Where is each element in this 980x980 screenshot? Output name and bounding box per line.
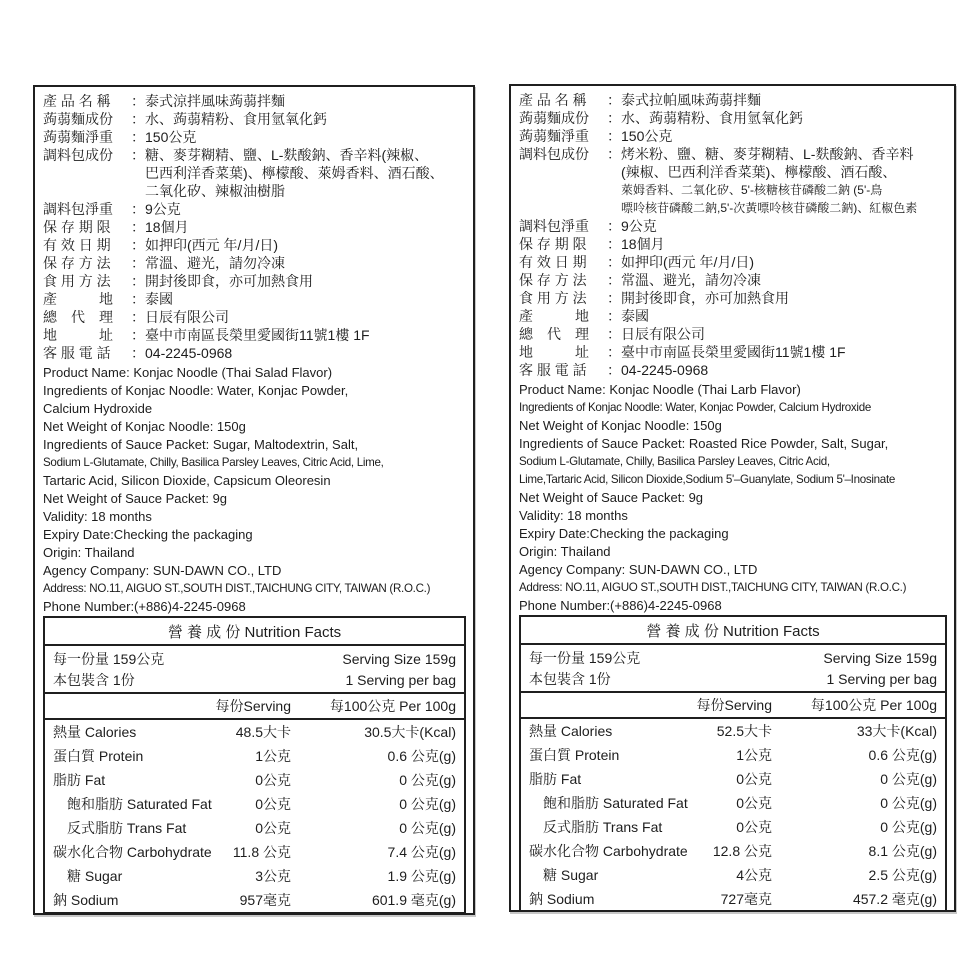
nutrient-name: 蛋白質 Protein bbox=[53, 748, 144, 764]
info-separator: ： bbox=[131, 219, 145, 235]
nutrient-name: 反式脂肪 Trans Fat bbox=[67, 820, 187, 836]
info-separator: ： bbox=[607, 218, 621, 234]
product-info-en bbox=[519, 381, 950, 615]
info-value-line: 二氧化矽、辣椒油樹脂 bbox=[145, 183, 285, 199]
info-label: 產 品 名 稱 bbox=[43, 93, 111, 109]
nutrition-row bbox=[45, 840, 464, 864]
info-line-en: Validity: 18 months bbox=[519, 508, 628, 523]
nutrient-per-serving: 0公克 bbox=[255, 820, 291, 836]
nutrient-per-100g: 1.9 公克(g) bbox=[387, 868, 456, 884]
info-row bbox=[43, 128, 469, 146]
nutrition-facts-table bbox=[43, 616, 466, 914]
nutrient-per-serving: 1公克 bbox=[255, 748, 291, 764]
info-row bbox=[43, 218, 469, 236]
info-label: 調料包成份 bbox=[519, 146, 589, 162]
info-value bbox=[621, 343, 950, 361]
nutrition-row bbox=[45, 816, 464, 840]
nutrition-row bbox=[521, 887, 945, 911]
nutrition-column-headers bbox=[45, 694, 464, 720]
info-value-line: 如押印(西元 年/月/日) bbox=[145, 237, 278, 253]
nutrition-serving-row bbox=[521, 647, 945, 668]
info-separator: ： bbox=[607, 326, 621, 342]
info-value-line: 日辰有限公司 bbox=[621, 326, 705, 342]
nutrition-serving-block bbox=[45, 646, 464, 694]
info-row bbox=[43, 146, 469, 200]
info-line-en: Net Weight of Konjac Noodle: 150g bbox=[519, 418, 722, 433]
info-row bbox=[43, 272, 469, 290]
info-value bbox=[621, 361, 950, 379]
info-line-en: Expiry Date:Checking the packaging bbox=[519, 526, 729, 541]
nutrient-per-serving: 727毫克 bbox=[720, 891, 772, 907]
info-row bbox=[519, 217, 950, 235]
info-value-line: 水、蒟蒻精粉、食用氫氧化鈣 bbox=[145, 111, 327, 127]
serving-label-en: Serving Size 159g bbox=[342, 650, 456, 667]
info-value-line: 常溫、避光，請勿冷凍 bbox=[621, 272, 761, 288]
nutrient-per-100g: 601.9 毫克(g) bbox=[371, 892, 456, 908]
info-line-en: Origin: Thailand bbox=[519, 544, 611, 559]
nutrition-row bbox=[45, 792, 464, 816]
info-row bbox=[43, 326, 469, 344]
nutrient-per-100g: 0 公克(g) bbox=[880, 819, 937, 835]
info-label: 保 存 期 限 bbox=[519, 236, 587, 252]
info-label: 保 存 期 限 bbox=[43, 219, 111, 235]
info-label: 調料包淨重 bbox=[519, 218, 589, 234]
info-row bbox=[519, 235, 950, 253]
info-label: 客 服 電 話 bbox=[519, 362, 587, 378]
info-separator: ： bbox=[607, 128, 621, 144]
info-separator: ： bbox=[607, 362, 621, 378]
info-row bbox=[43, 290, 469, 308]
nutrition-row bbox=[45, 720, 464, 744]
nutrient-per-serving: 52.5大卡 bbox=[716, 723, 772, 739]
nutrition-title: 營 養 成 份 Nutrition Facts bbox=[521, 617, 945, 645]
info-line-en: Net Weight of Konjac Noodle: 150g bbox=[43, 419, 246, 434]
info-value-line: 泰國 bbox=[145, 291, 173, 307]
nutrient-per-serving: 4公克 bbox=[736, 867, 772, 883]
nutrition-column-headers bbox=[521, 693, 945, 719]
nutrient-name: 碳水化合物 Carbohydrate bbox=[529, 843, 688, 859]
info-value-line: 18個月 bbox=[621, 236, 665, 252]
info-value bbox=[145, 308, 469, 326]
info-label: 蒟蒻麵淨重 bbox=[43, 129, 113, 145]
nutrient-name: 熱量 Calories bbox=[53, 724, 137, 740]
info-row bbox=[43, 308, 469, 326]
info-value bbox=[145, 236, 469, 254]
nutrition-title: 營 養 成 份 Nutrition Facts bbox=[45, 618, 464, 646]
nutrition-row bbox=[521, 839, 945, 863]
info-separator: ： bbox=[607, 254, 621, 270]
info-value bbox=[145, 92, 469, 110]
info-line-en: Agency Company: SUN-DAWN CO., LTD bbox=[43, 563, 282, 578]
info-separator: ： bbox=[131, 129, 145, 145]
info-line-en: Agency Company: SUN-DAWN CO., LTD bbox=[519, 562, 758, 577]
nutrient-per-serving: 957毫克 bbox=[239, 892, 291, 908]
info-line-en: Phone Number:(+886)4-2245-0968 bbox=[519, 598, 722, 613]
info-separator: ： bbox=[607, 290, 621, 306]
info-line-en: Ingredients of Sauce Packet: Roasted Rice Powder, Salt, Sugar, bbox=[519, 436, 889, 451]
nutrient-per-100g: 0 公克(g) bbox=[399, 820, 456, 836]
info-value bbox=[145, 254, 469, 272]
serving-label-en: 1 Serving per bag bbox=[345, 671, 456, 688]
nutrient-per-100g: 0.6 公克(g) bbox=[868, 747, 937, 763]
info-separator: ： bbox=[131, 147, 145, 163]
info-line-en: Origin: Thailand bbox=[43, 545, 135, 560]
info-separator: ： bbox=[131, 237, 145, 253]
info-value-line: 臺中市南區長榮里愛國街11號1樓 1F bbox=[145, 327, 370, 343]
info-line-en: Address: NO.11, AIGUO ST.,SOUTH DIST.,TAICHUNG CITY, TAIWAN (R.O.C.) bbox=[43, 582, 431, 595]
info-value bbox=[145, 290, 469, 308]
info-value-line: 水、蒟蒻精粉、食用氫氧化鈣 bbox=[621, 110, 803, 126]
info-label: 客 服 電 話 bbox=[43, 345, 111, 361]
info-value bbox=[145, 326, 469, 344]
info-value bbox=[621, 91, 950, 109]
info-value-line: 巴西利洋香菜葉)、檸檬酸、萊姆香料、酒石酸、 bbox=[145, 165, 444, 181]
nutrient-name: 脂肪 Fat bbox=[529, 771, 582, 787]
info-value bbox=[621, 127, 950, 145]
info-value bbox=[621, 145, 950, 217]
info-value-line: 嘌呤核苷磷酸二鈉,5'-次黃嘌呤核苷磷酸二鈉)、紅椒色素 bbox=[621, 201, 918, 215]
nutrient-per-serving: 48.5大卡 bbox=[235, 724, 291, 740]
info-line-en: Ingredients of Konjac Noodle: Water, Konjac Powder, Calcium Hydroxide bbox=[519, 401, 871, 414]
info-separator: ： bbox=[131, 291, 145, 307]
info-row bbox=[43, 344, 469, 362]
info-label: 產 地 bbox=[519, 308, 589, 324]
nutrient-name: 鈉 Sodium bbox=[529, 891, 595, 907]
nutrition-serving-row bbox=[45, 669, 464, 690]
info-line-en: Lime,Tartaric Acid, Silicon Dioxide,Sodium 5'–Guanylate, Sodium 5'–Inosinate bbox=[519, 473, 896, 486]
info-value bbox=[145, 344, 469, 362]
info-line-en: Net Weight of Sauce Packet: 9g bbox=[43, 491, 228, 506]
col-header-per-serving: 每份Serving bbox=[215, 698, 291, 714]
nutrient-per-100g: 7.4 公克(g) bbox=[387, 844, 456, 860]
nutrition-row bbox=[521, 863, 945, 887]
info-row bbox=[519, 343, 950, 361]
nutrient-per-serving: 1公克 bbox=[736, 747, 772, 763]
info-value-line: 9公克 bbox=[621, 218, 657, 234]
nutrient-name: 鈉 Sodium bbox=[53, 892, 119, 908]
info-value-line: 9公克 bbox=[145, 201, 181, 217]
info-separator: ： bbox=[131, 345, 145, 361]
info-label: 地 址 bbox=[519, 344, 589, 360]
nutrient-per-100g: 0 公克(g) bbox=[880, 795, 937, 811]
info-value bbox=[621, 307, 950, 325]
info-row bbox=[519, 361, 950, 379]
nutrient-per-serving: 0公克 bbox=[736, 819, 772, 835]
nutrient-per-100g: 2.5 公克(g) bbox=[868, 867, 937, 883]
info-row bbox=[519, 253, 950, 271]
nutrition-row bbox=[45, 864, 464, 888]
nutrient-name: 碳水化合物 Carbohydrate bbox=[53, 844, 212, 860]
info-separator: ： bbox=[131, 111, 145, 127]
info-separator: ： bbox=[607, 110, 621, 126]
info-separator: ： bbox=[607, 272, 621, 288]
info-value bbox=[145, 272, 469, 290]
info-separator: ： bbox=[131, 201, 145, 217]
info-row bbox=[519, 325, 950, 343]
info-line-en: Net Weight of Sauce Packet: 9g bbox=[519, 490, 704, 505]
nutrient-per-100g: 0 公克(g) bbox=[880, 771, 937, 787]
serving-label-en: Serving Size 159g bbox=[823, 649, 937, 666]
info-separator: ： bbox=[131, 309, 145, 325]
info-row bbox=[43, 236, 469, 254]
nutrient-per-100g: 30.5大卡(Kcal) bbox=[364, 724, 456, 740]
nutrition-serving-row bbox=[521, 668, 945, 689]
nutrient-name: 蛋白質 Protein bbox=[529, 747, 620, 763]
info-value-line: 150公克 bbox=[145, 129, 197, 145]
info-label: 產 品 名 稱 bbox=[519, 92, 587, 108]
info-row bbox=[519, 127, 950, 145]
nutrient-per-serving: 0公克 bbox=[255, 796, 291, 812]
info-value bbox=[145, 200, 469, 218]
product-info-en bbox=[43, 364, 469, 616]
nutrition-row bbox=[45, 744, 464, 768]
info-line-en: Ingredients of Sauce Packet: Sugar, Maltodextrin, Salt, bbox=[43, 437, 359, 452]
info-separator: ： bbox=[131, 93, 145, 109]
info-line-en: Tartaric Acid, Silicon Dioxide, Capsicum Oleoresin bbox=[43, 473, 331, 488]
info-label: 蒟蒻麵成份 bbox=[43, 111, 113, 127]
info-label: 地 址 bbox=[43, 327, 113, 343]
info-label: 調料包淨重 bbox=[43, 201, 113, 217]
nutrient-per-100g: 0.6 公克(g) bbox=[387, 748, 456, 764]
info-row bbox=[519, 289, 950, 307]
info-value bbox=[145, 128, 469, 146]
nutrient-per-serving: 0公克 bbox=[736, 795, 772, 811]
info-value-line: 18個月 bbox=[145, 219, 189, 235]
info-value bbox=[145, 218, 469, 236]
info-line-en: Validity: 18 months bbox=[43, 509, 152, 524]
nutrition-row bbox=[521, 815, 945, 839]
info-line-en: Phone Number:(+886)4-2245-0968 bbox=[43, 599, 246, 614]
info-value-line: (辣椒、巴西利洋香菜葉)、檸檬酸、酒石酸、 bbox=[621, 164, 897, 180]
nutrient-name: 糖 Sugar bbox=[67, 868, 123, 884]
info-separator: ： bbox=[131, 255, 145, 271]
nutrition-row bbox=[45, 888, 464, 912]
info-value-line: 04-2245-0968 bbox=[621, 362, 709, 378]
nutrition-row bbox=[521, 767, 945, 791]
info-row bbox=[43, 92, 469, 110]
nutrient-per-100g: 33大卡(Kcal) bbox=[856, 723, 937, 739]
product-label-panel-thai-larb bbox=[509, 84, 956, 912]
nutrient-per-100g: 0 公克(g) bbox=[399, 796, 456, 812]
nutrient-per-100g: 8.1 公克(g) bbox=[868, 843, 937, 859]
nutrient-per-serving: 12.8 公克 bbox=[712, 843, 772, 859]
info-value bbox=[621, 325, 950, 343]
nutrient-name: 反式脂肪 Trans Fat bbox=[543, 819, 663, 835]
product-label-panel-thai-salad bbox=[33, 85, 475, 915]
nutrition-row bbox=[521, 743, 945, 767]
info-line-en: Sodium L-Glutamate, Chilly, Basilica Parsley Leaves, Citric Acid, Lime, bbox=[43, 456, 384, 469]
info-line-en: Sodium L-Glutamate, Chilly, Basilica Parsley Leaves, Citric Acid, bbox=[519, 455, 830, 468]
info-separator: ： bbox=[131, 327, 145, 343]
nutrient-per-serving: 11.8 公克 bbox=[232, 844, 291, 860]
col-header-per-100g: 每100公克 Per 100g bbox=[810, 697, 937, 713]
info-label: 總 代 理 bbox=[43, 309, 113, 325]
info-value bbox=[145, 110, 469, 128]
info-line-en: Product Name: Konjac Noodle (Thai Salad Flavor) bbox=[43, 365, 333, 380]
info-row bbox=[519, 109, 950, 127]
info-value bbox=[145, 146, 469, 200]
info-value-line: 日辰有限公司 bbox=[145, 309, 229, 325]
info-value-line: 150公克 bbox=[621, 128, 673, 144]
col-header-per-serving: 每份Serving bbox=[696, 697, 772, 713]
info-value bbox=[621, 253, 950, 271]
info-label: 調料包成份 bbox=[43, 147, 113, 163]
info-line-en: Calcium Hydroxide bbox=[43, 401, 153, 416]
serving-label-zh: 每一份量 159公克 bbox=[53, 650, 165, 667]
serving-label-zh: 本包裝含 1份 bbox=[529, 670, 611, 687]
info-value-line: 開封後即食，亦可加熱食用 bbox=[621, 290, 789, 306]
info-value-line: 如押印(西元 年/月/日) bbox=[621, 254, 754, 270]
info-value-line: 萊姆香料、二氧化矽、5'-核糖核苷磷酸二鈉 (5'-鳥 bbox=[621, 183, 883, 197]
nutrition-facts-table bbox=[519, 615, 947, 912]
nutrient-per-100g: 457.2 毫克(g) bbox=[852, 891, 937, 907]
info-value bbox=[621, 289, 950, 307]
info-value-line: 臺中市南區長榮里愛國街11號1樓 1F bbox=[621, 344, 846, 360]
info-separator: ： bbox=[607, 344, 621, 360]
nutrient-per-serving: 3公克 bbox=[255, 868, 291, 884]
serving-label-zh: 每一份量 159公克 bbox=[529, 649, 641, 666]
nutrition-serving-block bbox=[521, 645, 945, 693]
serving-label-zh: 本包裝含 1份 bbox=[53, 671, 135, 688]
info-line-en: Expiry Date:Checking the packaging bbox=[43, 527, 253, 542]
info-row bbox=[519, 91, 950, 109]
info-value bbox=[621, 235, 950, 253]
info-label: 產 地 bbox=[43, 291, 113, 307]
info-value-line: 04-2245-0968 bbox=[145, 345, 233, 361]
info-row bbox=[43, 110, 469, 128]
nutrition-serving-row bbox=[45, 648, 464, 669]
product-info-zh bbox=[519, 91, 950, 379]
nutrient-per-100g: 0 公克(g) bbox=[399, 772, 456, 788]
info-row bbox=[519, 271, 950, 289]
nutrition-row bbox=[521, 719, 945, 743]
info-label: 有 效 日 期 bbox=[519, 254, 587, 270]
nutrition-row bbox=[45, 768, 464, 792]
info-value-line: 泰式拉帕風味蒟蒻拌麵 bbox=[621, 92, 761, 108]
info-label: 蒟蒻麵淨重 bbox=[519, 128, 589, 144]
info-separator: ： bbox=[131, 273, 145, 289]
info-value-line: 泰國 bbox=[621, 308, 649, 324]
info-row bbox=[43, 254, 469, 272]
info-value bbox=[621, 109, 950, 127]
serving-label-en: 1 Serving per bag bbox=[826, 670, 937, 687]
info-separator: ： bbox=[607, 146, 621, 162]
nutrition-row bbox=[521, 791, 945, 815]
info-value-line: 泰式涼拌風味蒟蒻拌麵 bbox=[145, 93, 285, 109]
info-value-line: 糖、麥芽糊精、鹽、L-麩酸鈉、香辛料(辣椒、 bbox=[145, 147, 429, 163]
info-value bbox=[621, 217, 950, 235]
info-row bbox=[519, 307, 950, 325]
nutrient-per-serving: 0公克 bbox=[255, 772, 291, 788]
info-line-en: Ingredients of Konjac Noodle: Water, Konjac Powder, bbox=[43, 383, 349, 398]
info-label: 有 效 日 期 bbox=[43, 237, 111, 253]
info-label: 保 存 方 法 bbox=[43, 255, 111, 271]
info-label: 食 用 方 法 bbox=[43, 273, 111, 289]
info-value-line: 烤米粉、鹽、糖、麥芽糊精、L-麩酸鈉、香辛料 bbox=[621, 146, 914, 162]
nutrient-name: 飽和脂肪 Saturated Fat bbox=[543, 795, 688, 811]
info-separator: ： bbox=[607, 236, 621, 252]
info-label: 蒟蒻麵成份 bbox=[519, 110, 589, 126]
info-line-en: Product Name: Konjac Noodle (Thai Larb Flavor) bbox=[519, 382, 801, 397]
info-separator: ： bbox=[607, 92, 621, 108]
info-label: 保 存 方 法 bbox=[519, 272, 587, 288]
info-separator: ： bbox=[607, 308, 621, 324]
nutrient-name: 熱量 Calories bbox=[529, 723, 613, 739]
info-row bbox=[43, 200, 469, 218]
nutrient-name: 飽和脂肪 Saturated Fat bbox=[67, 796, 212, 812]
info-value bbox=[621, 271, 950, 289]
nutrient-name: 糖 Sugar bbox=[543, 867, 599, 883]
info-line-en: Address: NO.11, AIGUO ST.,SOUTH DIST.,TAICHUNG CITY, TAIWAN (R.O.C.) bbox=[519, 581, 907, 594]
info-value-line: 常溫、避光，請勿冷凍 bbox=[145, 255, 285, 271]
nutrient-per-serving: 0公克 bbox=[736, 771, 772, 787]
nutrient-name: 脂肪 Fat bbox=[53, 772, 106, 788]
col-header-per-100g: 每100公克 Per 100g bbox=[329, 698, 456, 714]
info-label: 總 代 理 bbox=[519, 326, 589, 342]
info-row bbox=[519, 145, 950, 217]
info-label: 食 用 方 法 bbox=[519, 290, 587, 306]
product-info-zh bbox=[43, 92, 469, 362]
info-value-line: 開封後即食，亦可加熱食用 bbox=[145, 273, 313, 289]
